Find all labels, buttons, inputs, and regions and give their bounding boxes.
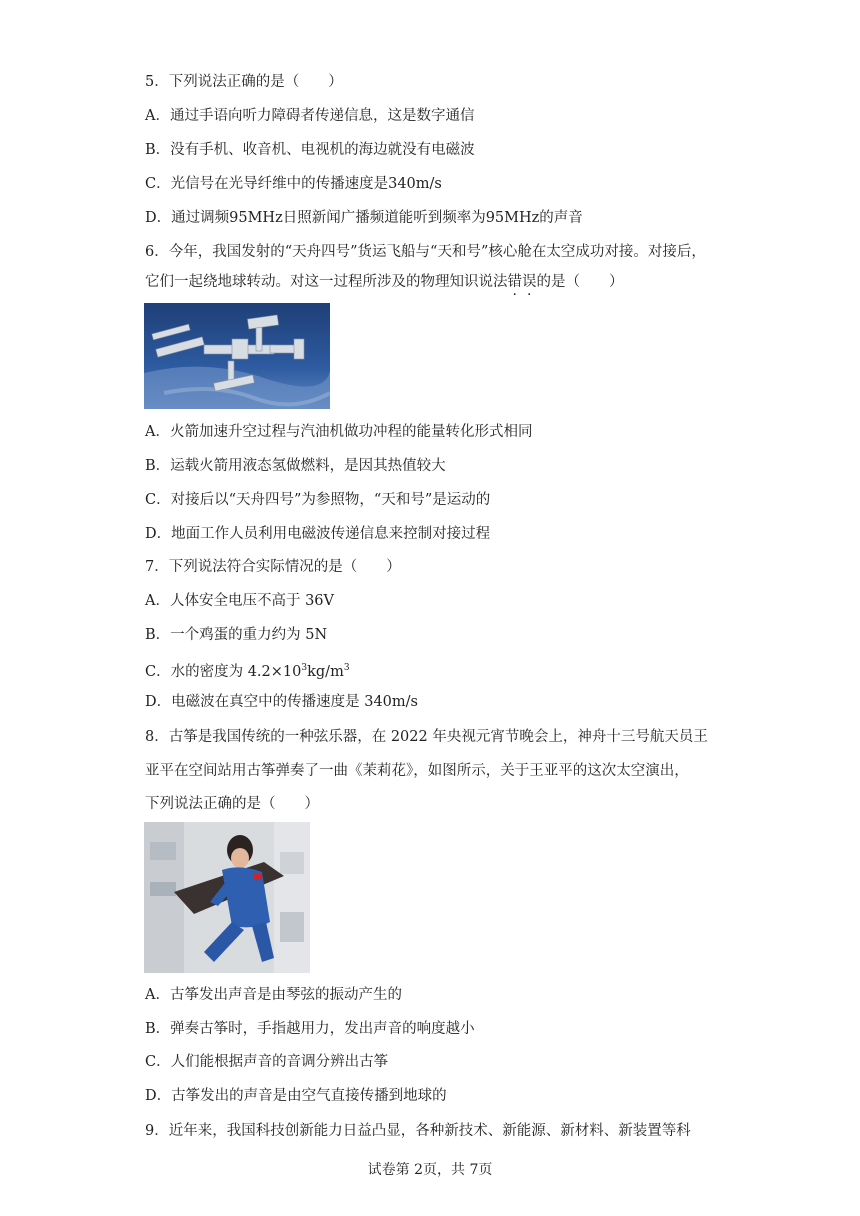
q7-stem: 7．下列说法符合实际情况的是（ ） (145, 559, 401, 575)
q8-option-b: B．弹奏古筝时，手指越用力，发出声音的响度越小 (145, 1021, 475, 1037)
q8-option-c: C．人们能根据声音的音调分辨出古筝 (145, 1054, 389, 1070)
q6-option-b: B．运载火箭用液态氢做燃料，是因其热值较大 (145, 458, 446, 474)
q9-stem-line1: 9．近年来，我国科技创新能力日益凸显，各种新技术、新能源、新材料、新装置等科 (145, 1123, 691, 1139)
q5-option-b: B．没有手机、收音机、电视机的海边就没有电磁波 (145, 142, 475, 158)
q6-option-d: D．地面工作人员利用电磁波传递信息来控制对接过程 (145, 526, 491, 542)
page-footer: 试卷第 2页，共 7页 (367, 1162, 493, 1178)
emphasis-char: 错 (507, 274, 522, 290)
q6-option-a: A．火箭加速升空过程与汽油机做功冲程的能量转化形式相同 (145, 424, 533, 440)
q8-stem-line3: 下列说法正确的是（ ） (145, 796, 319, 812)
q8-stem-line1: 8．古筝是我国传统的一种弦乐器，在 2022 年央视元宵节晚会上，神舟十三号航天员王 (145, 729, 708, 745)
q5-stem: 5．下列说法正确的是（ ） (145, 74, 343, 90)
q7-option-c: C．水的密度为 $4.2\times 10^3kg/m^3$ (145, 663, 350, 680)
q5-option-a: A．通过手语向听力障碍者传递信息，这是数字通信 (145, 108, 475, 124)
q6-stem-line2: 它们一起绕地球转动。对这一过程所涉及的物理知识说法错误的是（ ） (145, 274, 624, 290)
q7-option-a: A．人体安全电压不高于 36V (145, 593, 335, 609)
q8-stem-line2: 亚平在空间站用古筝弹奏了一曲《茉莉花》，如图所示，关于王亚平的这次太空演出， (145, 763, 689, 779)
space-station-image (144, 303, 330, 409)
q8-option-a: A．古筝发出声音是由琴弦的振动产生的 (145, 987, 402, 1003)
q5-option-d: D．通过调频95MHz日照新闻广播频道能听到频率为95MHz的声音 (145, 210, 583, 226)
q6-stem-line1: 6．今年，我国发射的“天舟四号”货运飞船与“天和号”核心舱在太空成功对接。对接后， (145, 244, 706, 260)
q7-option-d: D．电磁波在真空中的传播速度是 340m/s (145, 694, 418, 710)
emphasis-char: 误 (522, 274, 537, 290)
q5-option-c: C．光信号在光导纤维中的传播速度是340m/s (145, 176, 442, 192)
astronaut-guzheng-image (144, 822, 310, 973)
q7-option-b: B．一个鸡蛋的重力约为 5N (145, 627, 328, 643)
q6-option-c: C．对接后以“天舟四号”为参照物，“天和号”是运动的 (145, 492, 491, 508)
q8-option-d: D．古筝发出的声音是由空气直接传播到地球的 (145, 1088, 447, 1104)
